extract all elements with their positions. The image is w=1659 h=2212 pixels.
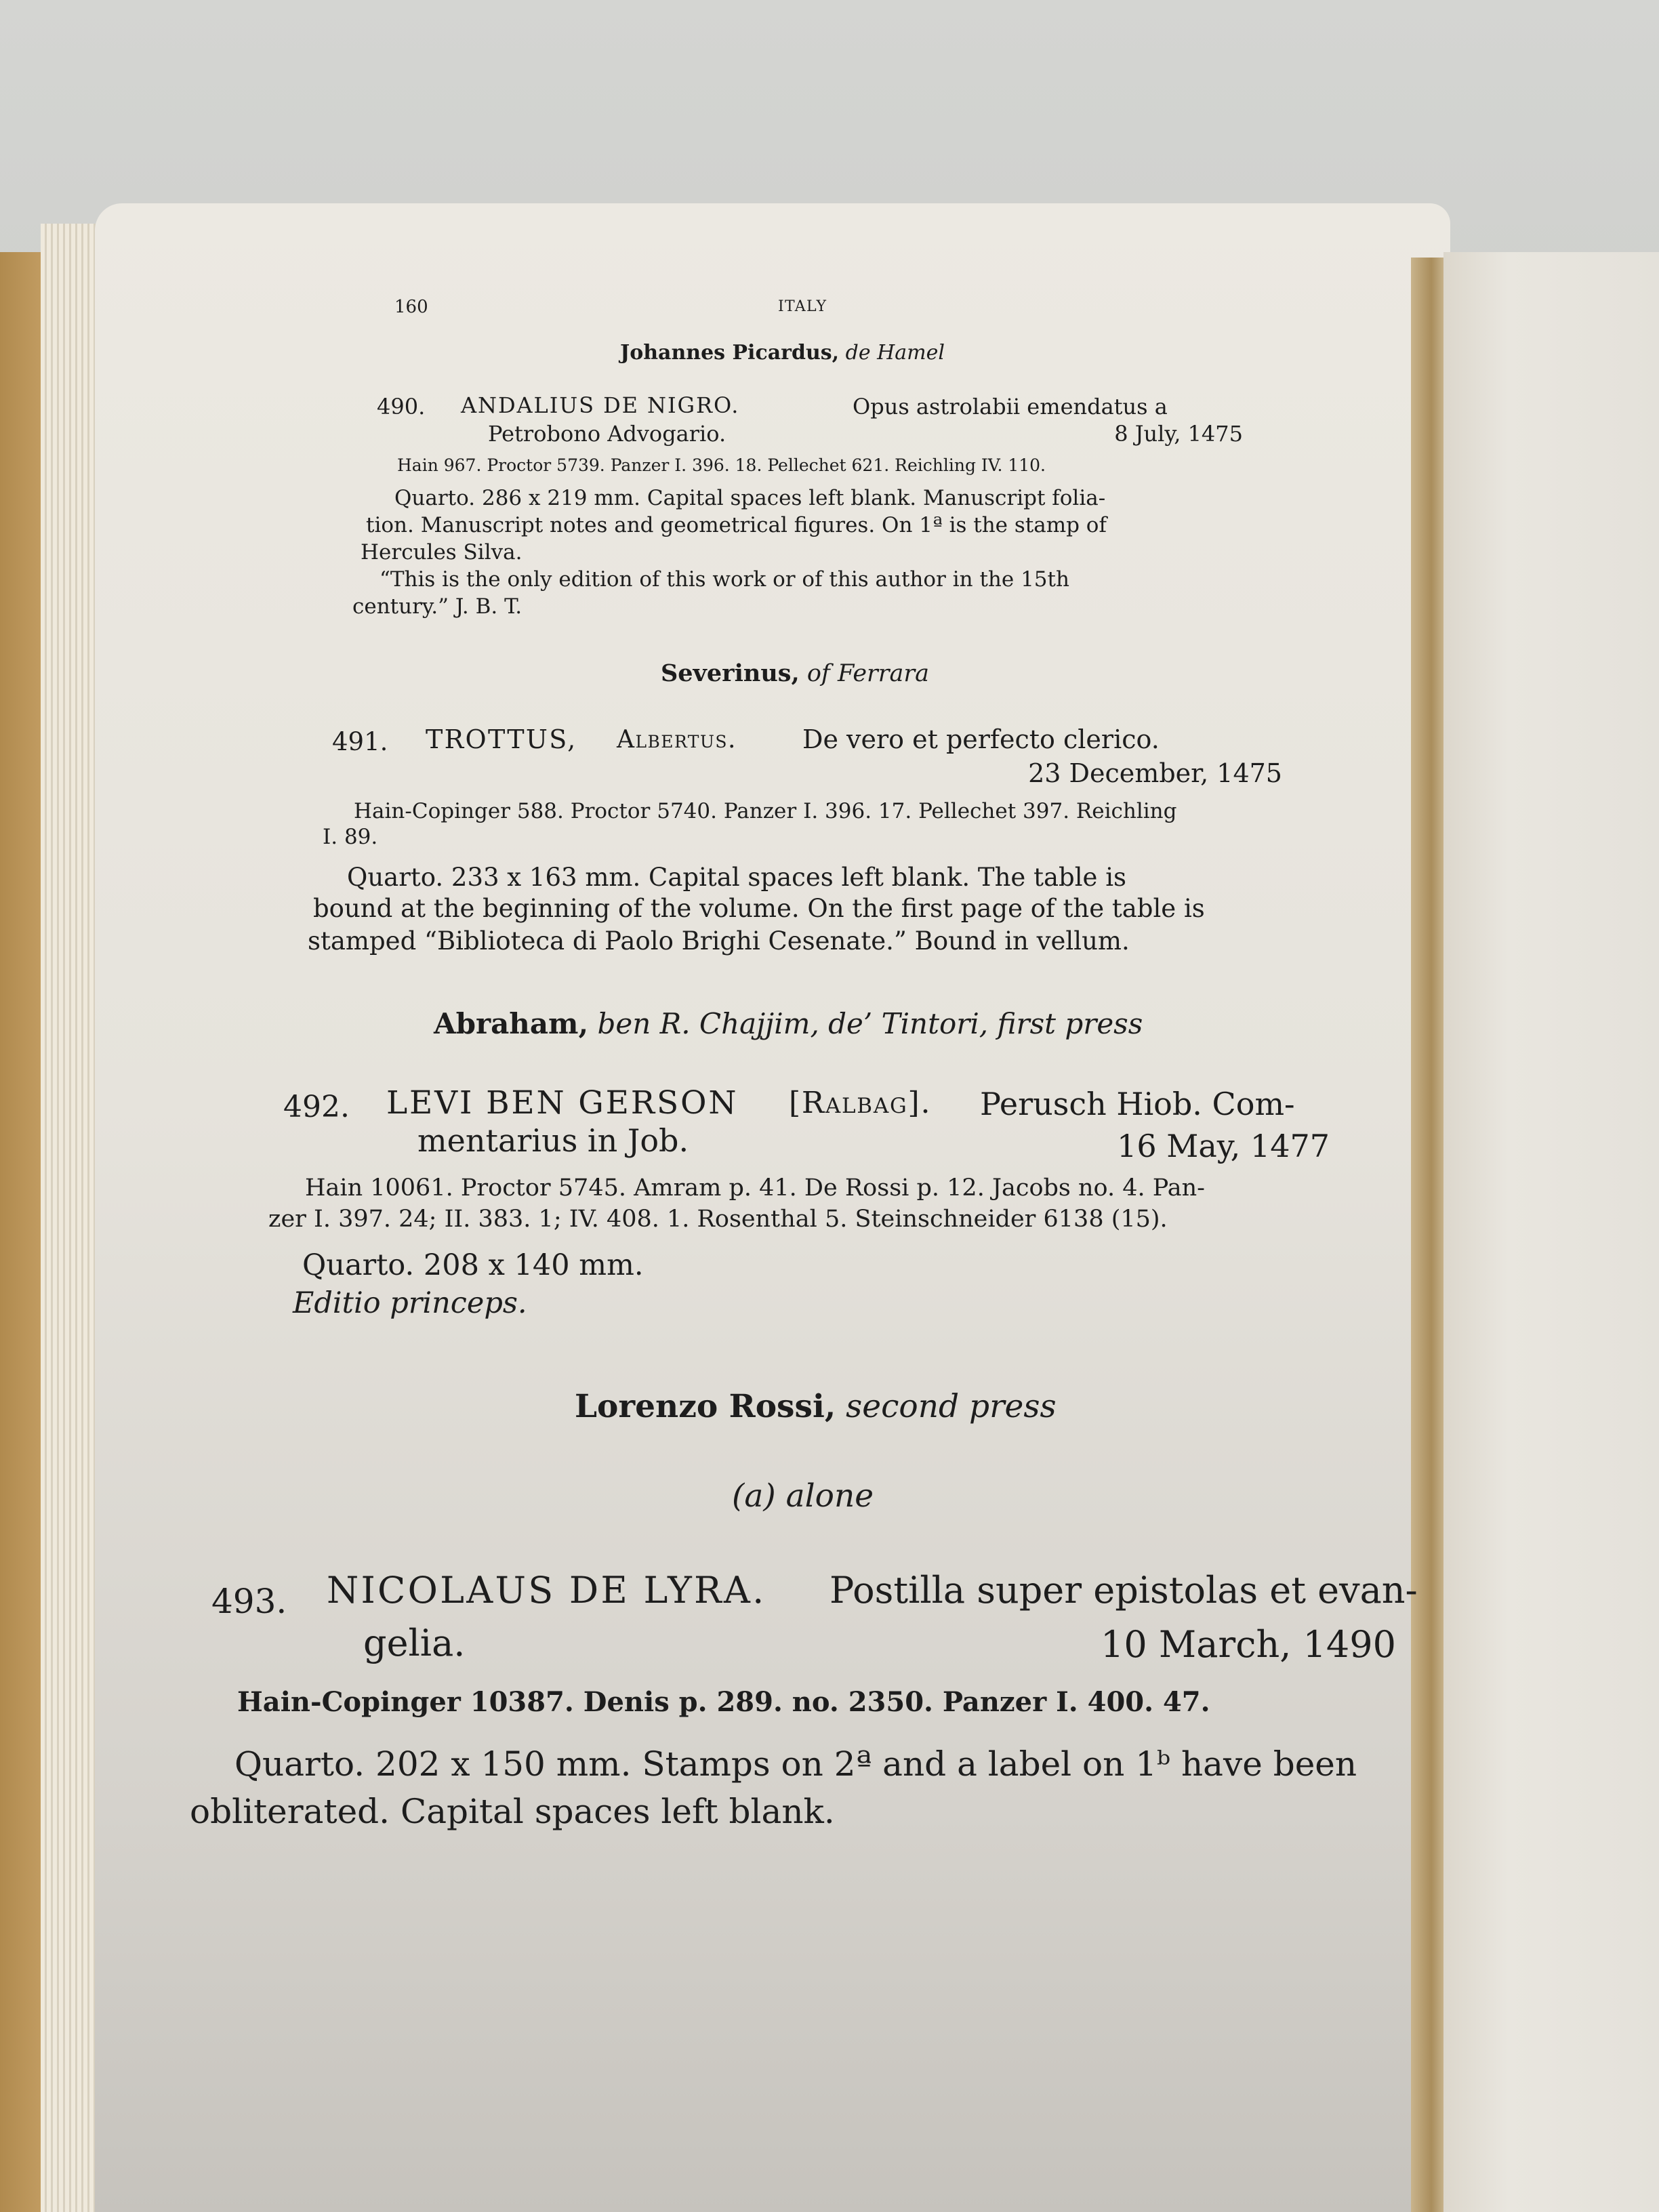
printer-name: Johannes Picardus,: [620, 341, 840, 365]
entry-title: Postilla super epistolas et evan-: [830, 1569, 1418, 1612]
entry-author: ANDALIUS DE NIGRO.: [461, 392, 740, 418]
printer-name: Lorenzo Rossi,: [575, 1388, 836, 1425]
running-title: ITALY: [778, 298, 827, 315]
printer-heading: [661, 661, 929, 686]
printer-detail: ben R. Chajjim, de’ Tintori, first press: [597, 1007, 1143, 1040]
entry-author-alias: [Ralbag].: [789, 1086, 932, 1120]
section-subheading: (a) alone: [732, 1477, 874, 1515]
printer-heading: [575, 1388, 1057, 1425]
printer-heading: [434, 1007, 1143, 1040]
entry-title-cont: gelia.: [363, 1622, 466, 1664]
entry-note: tion. Manuscript notes and geometrical figures. On 1ª is the stamp of: [366, 513, 1107, 537]
entry-number: 492.: [283, 1090, 350, 1124]
entry-title-cont: Petrobono Advogario.: [488, 421, 726, 447]
entry-note: Hercules Silva.: [361, 540, 523, 565]
entry-title: Perusch Hiob. Com-: [980, 1086, 1295, 1122]
entry-number: 493.: [211, 1582, 287, 1621]
entry-author-given: Albertus.: [617, 726, 737, 754]
entry-note: century.” J. B. T.: [352, 594, 523, 619]
printer-name: Severinus,: [661, 659, 800, 687]
entry-note: obliterated. Capital spaces left blank.: [190, 1792, 835, 1831]
entry-references: Hain-Copinger 10387. Denis p. 289. no. 2350. Panzer I. 400. 47.: [237, 1686, 1210, 1718]
entry-number: 490.: [377, 394, 426, 419]
entry-title-cont: mentarius in Job.: [417, 1122, 689, 1159]
page-number: 160: [394, 297, 428, 317]
printer-detail: de Hamel: [845, 341, 945, 365]
entry-title: Opus astrolabii emendatus a: [853, 394, 1168, 419]
entry-references-cont: I. 89.: [323, 825, 378, 849]
printer-detail: of Ferrara: [806, 660, 929, 687]
entry-note: Quarto. 202 x 150 mm. Stamps on 2ª and a label on 1ᵇ have been: [234, 1744, 1357, 1784]
entry-note: stamped “Biblioteca di Paolo Brighi Cesenate.” Bound in vellum.: [308, 926, 1130, 956]
entry-author: TROTTUS,: [426, 724, 577, 754]
entry-note: “This is the only edition of this work or of this author in the 15th: [380, 567, 1069, 592]
entry-references: Hain-Copinger 588. Proctor 5740. Panzer I. 396. 17. Pellechet 397. Reichling: [354, 799, 1177, 823]
entry-note: Editio princeps.: [293, 1286, 527, 1320]
entry-references-cont: zer I. 397. 24; II. 383. 1; IV. 408. 1. Rosenthal 5. Steinschneider 6138 (15).: [268, 1206, 1168, 1233]
entry-note: Quarto. 233 x 163 mm. Capital spaces left blank. The table is: [347, 863, 1127, 892]
entry-number: 491.: [332, 727, 388, 756]
entry-note: Quarto. 286 x 219 mm. Capital spaces left blank. Manuscript folia-: [394, 486, 1106, 510]
entry-note: bound at the beginning of the volume. On the first page of the table is: [313, 894, 1205, 923]
entry-author: LEVI BEN GERSON: [386, 1084, 739, 1122]
entry-title: De vero et perfecto clerico.: [802, 724, 1160, 754]
entry-date: 23 December, 1475: [1028, 758, 1282, 788]
entry-author: NICOLAUS DE LYRA.: [327, 1569, 766, 1612]
entry-date: 16 May, 1477: [1117, 1128, 1330, 1164]
entry-references: Hain 967. Proctor 5739. Panzer I. 396. 18. Pellechet 621. Reichling IV. 110.: [397, 455, 1046, 475]
entry-date: 10 March, 1490: [1101, 1623, 1396, 1666]
entry-note: Quarto. 208 x 140 mm.: [302, 1248, 644, 1282]
printer-heading: [620, 343, 945, 363]
entry-date: 8 July, 1475: [1114, 421, 1243, 447]
entry-references: Hain 10061. Proctor 5745. Amram p. 41. De Rossi p. 12. Jacobs no. 4. Pan-: [305, 1174, 1205, 1202]
printer-name: Abraham,: [434, 1007, 589, 1040]
printer-detail: second press: [846, 1388, 1057, 1425]
